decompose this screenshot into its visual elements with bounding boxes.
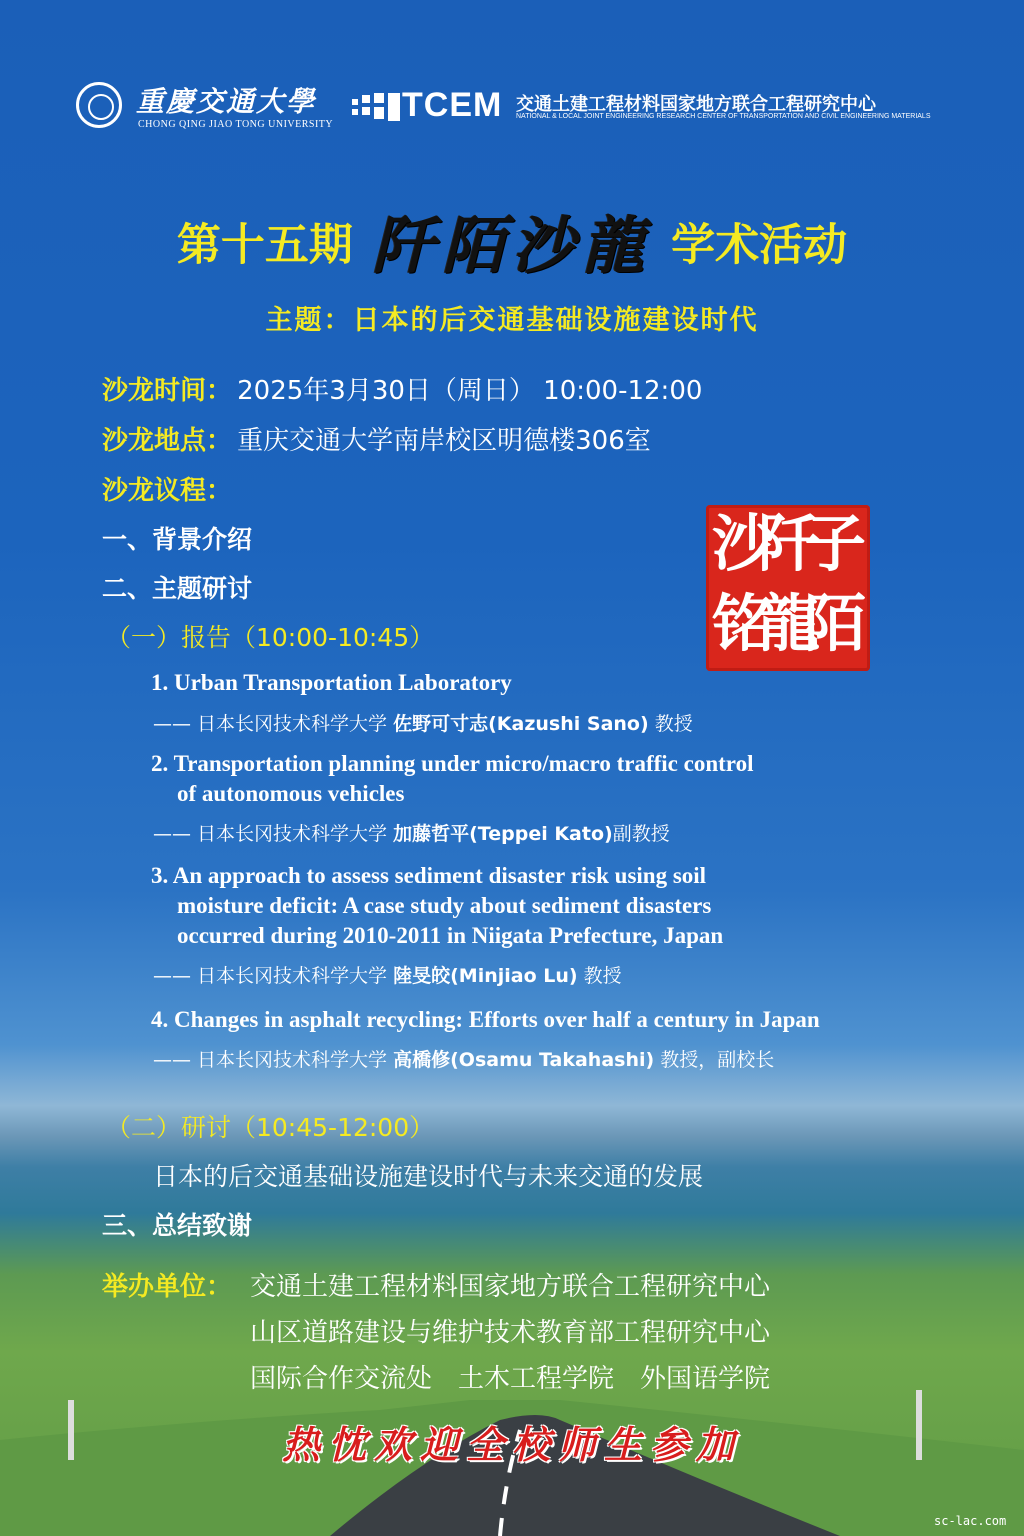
talk-title: 3. An approach to assess sediment disaster risk using soil — [151, 863, 707, 888]
time-row — [102, 370, 702, 407]
talk-title: 4. Changes in asphalt recycling: Efforts over half a century in Japan — [151, 1007, 820, 1032]
watermark: sc-lac.com — [934, 1514, 1007, 1528]
talk-item — [151, 749, 753, 809]
speaker-role: 教授 — [577, 965, 622, 987]
discussion-topic: 日本的后交通基础设施建设时代与未来交通的发展 — [153, 1162, 704, 1191]
place-value: 重庆交通大学南岸校区明德楼306室 — [237, 426, 651, 456]
university-seal-icon — [76, 82, 122, 128]
research-center-name-en: NATIONAL & LOCAL JOINT ENGINEERING RESEARCH CENTER OF TRANSPORTATION AND CIVIL ENGINEERING MATERIALS — [516, 113, 931, 120]
talk-item — [151, 861, 723, 951]
organizers-label: 举办单位： — [102, 1272, 233, 1302]
talk-speaker — [153, 1045, 774, 1072]
speaker-name-en: (Minjiao Lu) — [450, 965, 578, 987]
seal-char: 沙 — [712, 507, 775, 580]
speaker-name: 陸旻皎 — [393, 965, 451, 987]
organizer-line: 交通土建工程材料国家地方联合工程研究中心 — [250, 1272, 771, 1302]
agenda-part-1: （一）报告（10:00-10:45） — [106, 623, 435, 652]
speaker-name: 高橋修 — [393, 1049, 451, 1071]
talk-title-cont: occurred during 2010-2011 in Niigata Prefecture, Japan — [177, 923, 724, 948]
speaker-affiliation: —— 日本长冈技术科学大学 — [153, 713, 394, 735]
time-label: 沙龙时间： — [102, 376, 233, 406]
talk-item — [151, 668, 512, 698]
title-calligraphy: 阡陌沙龍 — [371, 209, 652, 282]
seal-char: 陌 — [804, 587, 867, 660]
speaker-affiliation: —— 日本长冈技术科学大学 — [153, 1049, 394, 1071]
speaker-role: 副教授 — [612, 823, 670, 845]
agenda-section-1: 一、背景介绍 — [102, 525, 253, 554]
seal-char: 铭 — [712, 587, 775, 660]
speaker-name: 佐野可寸志 — [393, 713, 489, 735]
research-center-name-cn: 交通土建工程材料国家地方联合工程研究中心 — [516, 94, 876, 115]
agenda-section-3: 三、总结致谢 — [102, 1211, 253, 1240]
talk-speaker — [153, 819, 670, 846]
talk-title-cont: of autonomous vehicles — [177, 781, 405, 806]
talk-speaker — [153, 961, 622, 988]
agenda-label: 沙龙议程： — [102, 476, 233, 506]
seal-stamp — [706, 505, 870, 671]
title-activity: 学术活动 — [671, 219, 848, 271]
time-value: 2025年3月30日（周日） 10:00-12:00 — [237, 376, 703, 406]
university-name-cn: 重慶交通大學 — [136, 85, 317, 118]
speaker-role: 教授 — [648, 713, 693, 735]
title-issue: 第十五期 — [176, 219, 353, 271]
talk-title: 1. Urban Transportation Laboratory — [151, 670, 512, 695]
talk-item — [151, 1005, 820, 1035]
speaker-name-en: (Kazushi Sano) — [488, 713, 649, 735]
event-theme: 主题：日本的后交通基础设施建设时代 — [265, 305, 759, 336]
organizer-line: 国际合作交流处 土木工程学院 外国语学院 — [250, 1364, 771, 1394]
seal-char: 子 — [804, 507, 867, 580]
speaker-name-en: (Teppei Kato) — [469, 823, 613, 845]
speaker-role: 教授，副校长 — [654, 1049, 775, 1071]
speaker-affiliation: —— 日本长冈技术科学大学 — [153, 823, 394, 845]
organizer-line: 山区道路建设与维护技术教育部工程研究中心 — [250, 1318, 771, 1348]
speaker-affiliation: —— 日本长冈技术科学大学 — [153, 965, 394, 987]
speaker-name: 加藤哲平 — [393, 823, 470, 845]
talk-title: 2. Transportation planning under micro/macro traffic control — [151, 751, 754, 776]
welcome-banner: 热忱欢迎全校师生参加 — [281, 1422, 742, 1467]
talk-title-cont: moisture deficit: A case study about sediment disasters — [177, 893, 712, 918]
agenda-section-2: 二、主题研讨 — [102, 574, 253, 603]
tcem-mark-icon — [352, 93, 400, 121]
talk-speaker — [153, 709, 693, 736]
event-title — [0, 196, 1024, 285]
university-name-en: CHONG QING JIAO TONG UNIVERSITY — [138, 119, 334, 130]
tcem-logo: TCEM — [402, 86, 503, 124]
seal-char: 阡 — [758, 507, 821, 580]
speaker-name-en: (Osamu Takahashi) — [450, 1049, 655, 1071]
place-row — [102, 420, 651, 457]
place-label: 沙龙地点： — [102, 426, 233, 456]
agenda-part-2: （二）研讨（10:45-12:00） — [106, 1113, 435, 1142]
seal-char: 龍 — [758, 587, 821, 660]
